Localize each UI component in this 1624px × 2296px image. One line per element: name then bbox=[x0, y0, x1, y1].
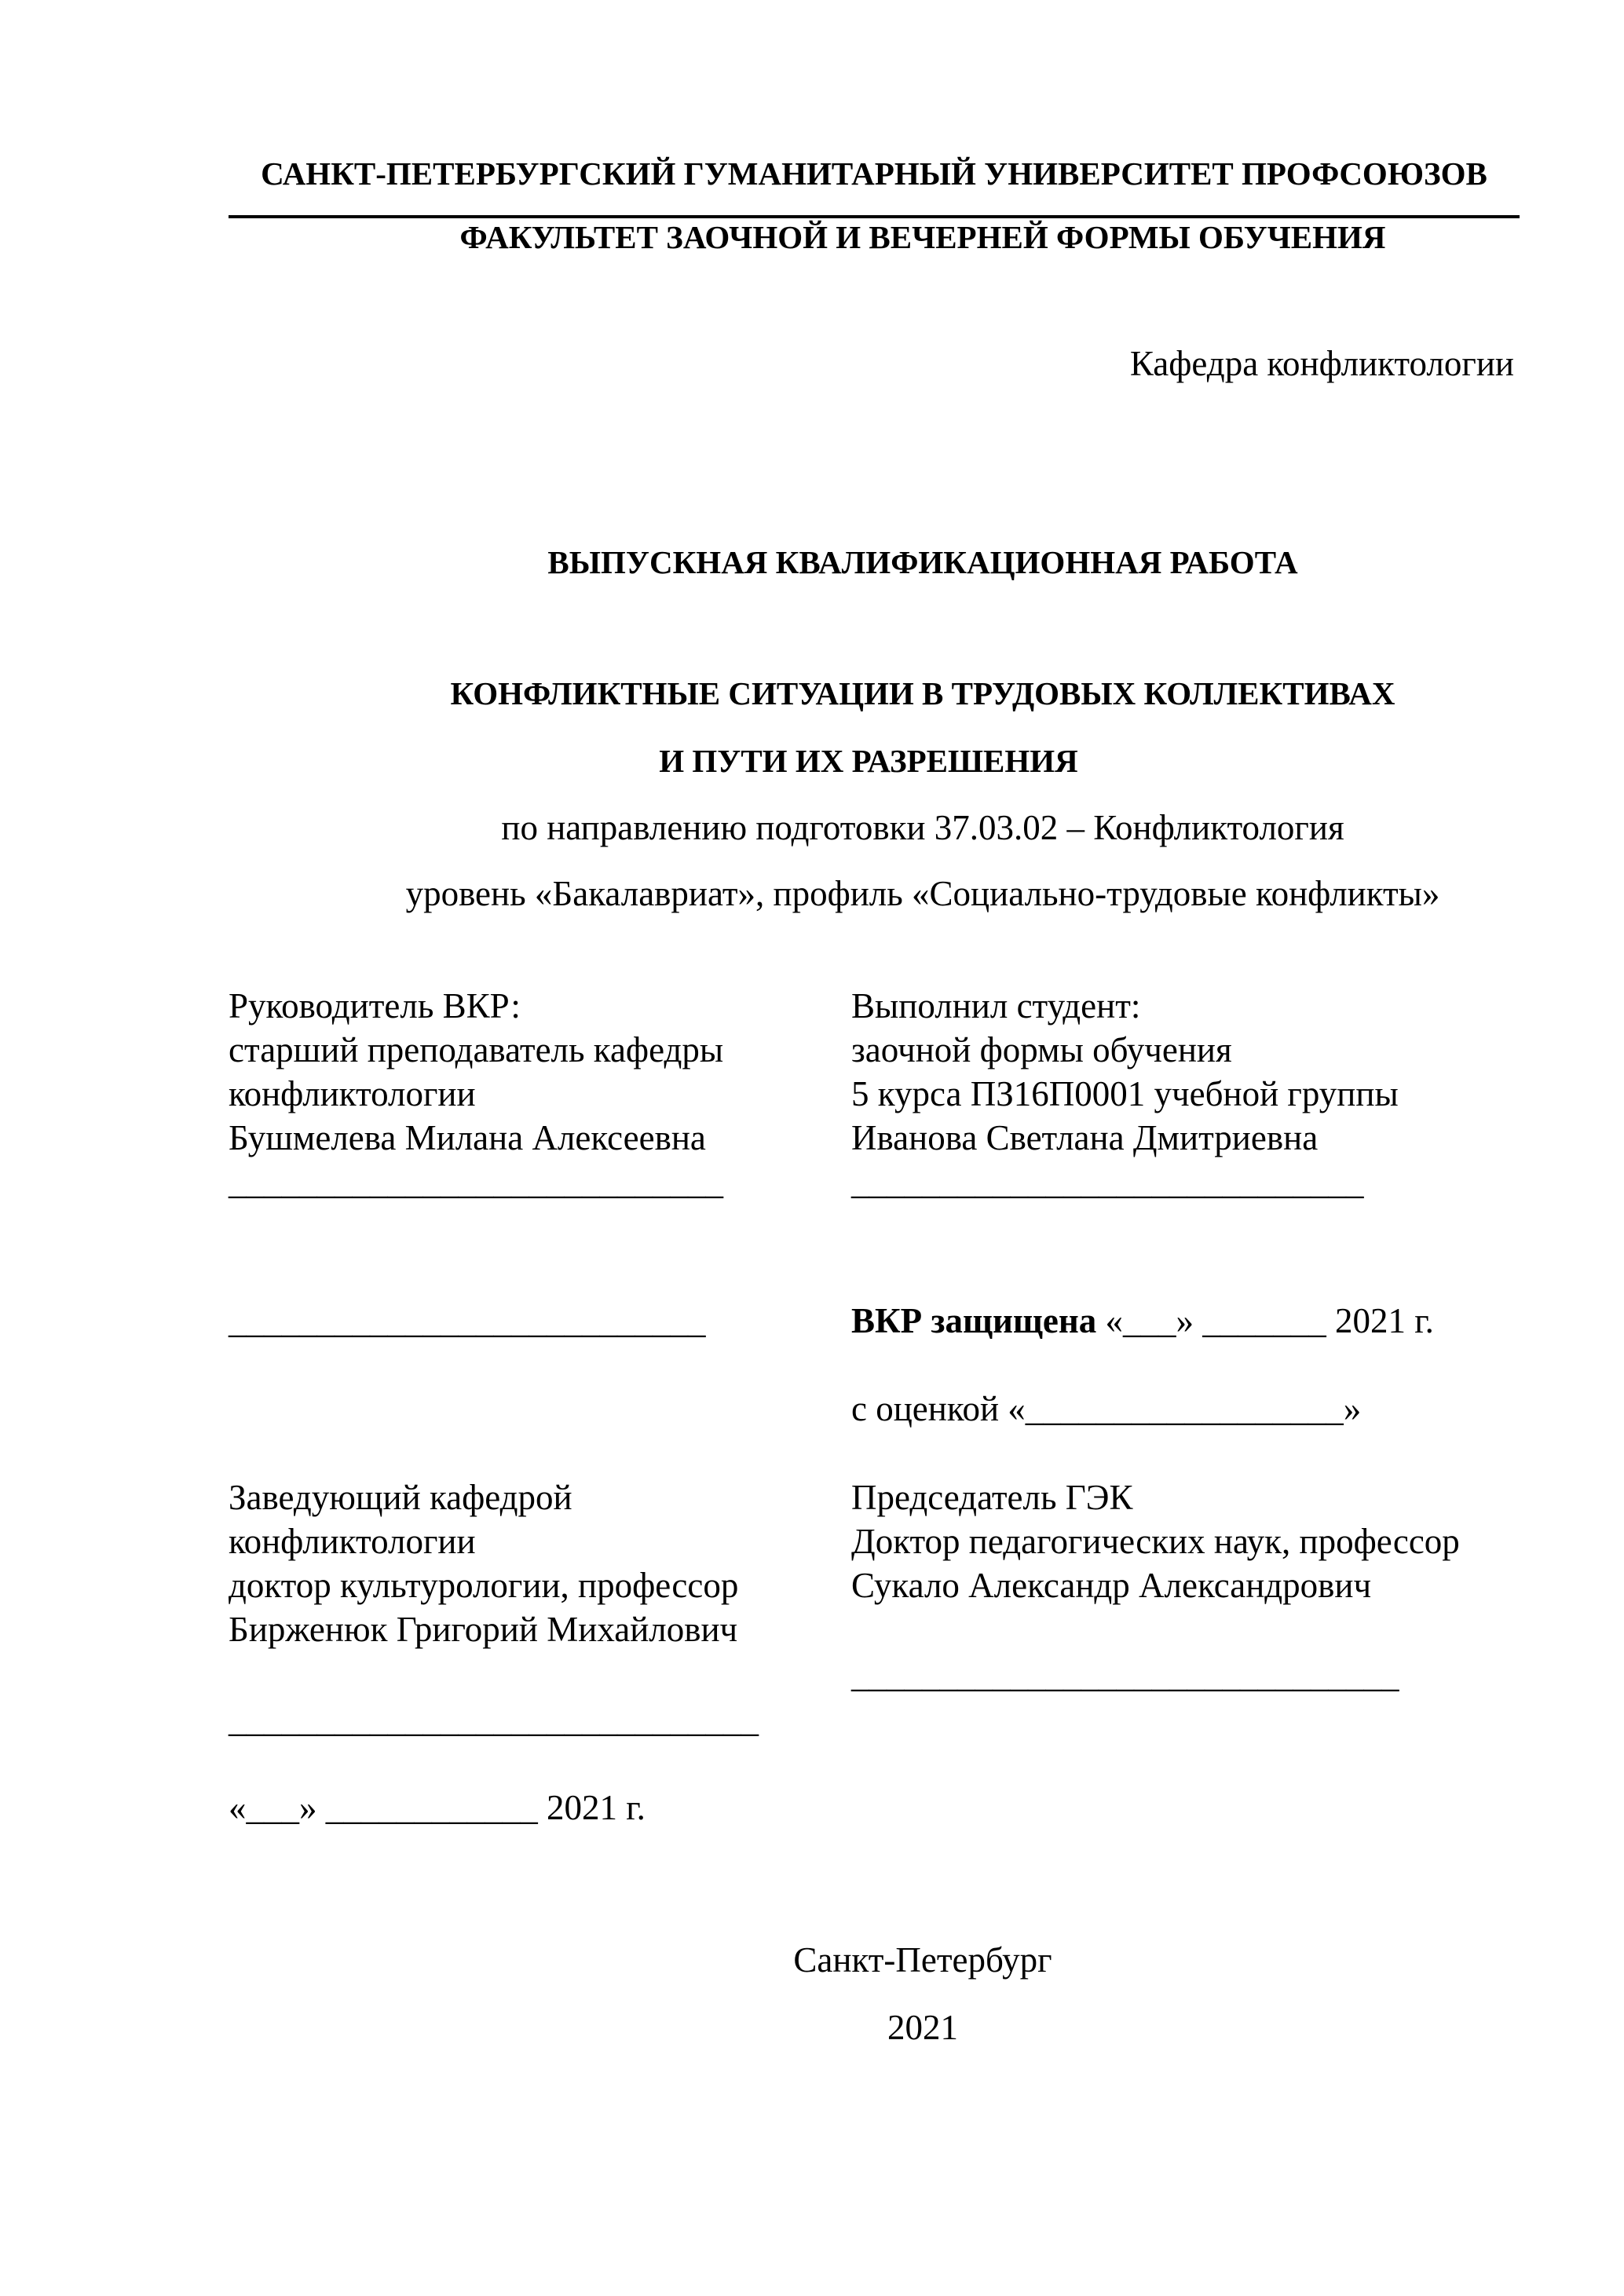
head-signature-line: ______________________________ bbox=[229, 1700, 759, 1739]
supervisor-department: конфликтологии bbox=[229, 1074, 476, 1113]
supervisor-signature-line: ____________________________ bbox=[229, 1162, 723, 1201]
study-level: уровень «Бакалавриат», профиль «Социально-трудовые конфликты» bbox=[405, 874, 1440, 913]
head-block bbox=[229, 1475, 738, 1651]
city: Санкт-Петербург bbox=[793, 1940, 1052, 1980]
chair-degree: Доктор педагогических наук, профессор bbox=[851, 1522, 1460, 1561]
supervisor-label: Руководитель ВКР: bbox=[229, 986, 521, 1026]
faculty-name: ФАКУЛЬТЕТ ЗАОЧНОЙ И ВЕЧЕРНЕЙ ФОРМЫ ОБУЧЕНИЯ bbox=[459, 219, 1386, 255]
student-signature-line: _____________________________ bbox=[851, 1162, 1364, 1201]
head-date: «___» ____________ 2021 г. bbox=[229, 1788, 646, 1827]
student-group: 5 курса ПЗ16П0001 учебной группы bbox=[851, 1074, 1399, 1113]
defense-grade: с оценкой «__________________» bbox=[851, 1389, 1362, 1428]
chair-signature-line: _______________________________ bbox=[851, 1655, 1399, 1695]
department-name: Кафедра конфликтологии bbox=[1129, 344, 1514, 383]
chair-name: Сукало Александр Александрович bbox=[851, 1566, 1372, 1605]
head-degree: доктор культурологии, профессор bbox=[229, 1566, 739, 1605]
head-department: конфликтологии bbox=[229, 1522, 476, 1561]
supervisor-second-line: ___________________________ bbox=[229, 1301, 706, 1340]
supervisor-block bbox=[229, 984, 723, 1204]
chair-label: Председатель ГЭК bbox=[851, 1478, 1133, 1517]
head-name: Бирженюк Григорий Михайлович bbox=[229, 1610, 738, 1649]
head-label: Заведующий кафедрой bbox=[229, 1478, 572, 1517]
work-type: ВЫПУСКНАЯ КВАЛИФИКАЦИОННАЯ РАБОТА bbox=[547, 544, 1298, 580]
defense-date-text: «___» _______ 2021 г. bbox=[1096, 1301, 1434, 1340]
supervisor-position: старший преподаватель кафедры bbox=[229, 1030, 724, 1069]
defense-label: ВКР защищена bbox=[851, 1301, 1097, 1340]
defense-date bbox=[851, 1299, 1434, 1343]
study-direction: по направлению подготовки 37.03.02 – Конфликтология bbox=[501, 808, 1344, 847]
student-block bbox=[851, 984, 1399, 1204]
chair-block bbox=[851, 1475, 1460, 1607]
student-name: Иванова Светлана Дмитриевна bbox=[851, 1118, 1319, 1157]
student-form: заочной формы обучения bbox=[851, 1030, 1232, 1069]
work-title-line2: И ПУТИ ИХ РАЗРЕШЕНИЯ bbox=[659, 743, 1078, 779]
student-label: Выполнил студент: bbox=[851, 986, 1141, 1026]
university-name: САНКТ-ПЕТЕРБУРГСКИЙ ГУМАНИТАРНЫЙ УНИВЕРСИТЕТ ПРОФСОЮЗОВ bbox=[261, 155, 1487, 192]
year: 2021 bbox=[887, 2008, 958, 2047]
work-title-line1: КОНФЛИКТНЫЕ СИТУАЦИИ В ТРУДОВЫХ КОЛЛЕКТИВАХ bbox=[450, 675, 1395, 711]
supervisor-name: Бушмелева Милана Алексеевна bbox=[229, 1118, 706, 1157]
